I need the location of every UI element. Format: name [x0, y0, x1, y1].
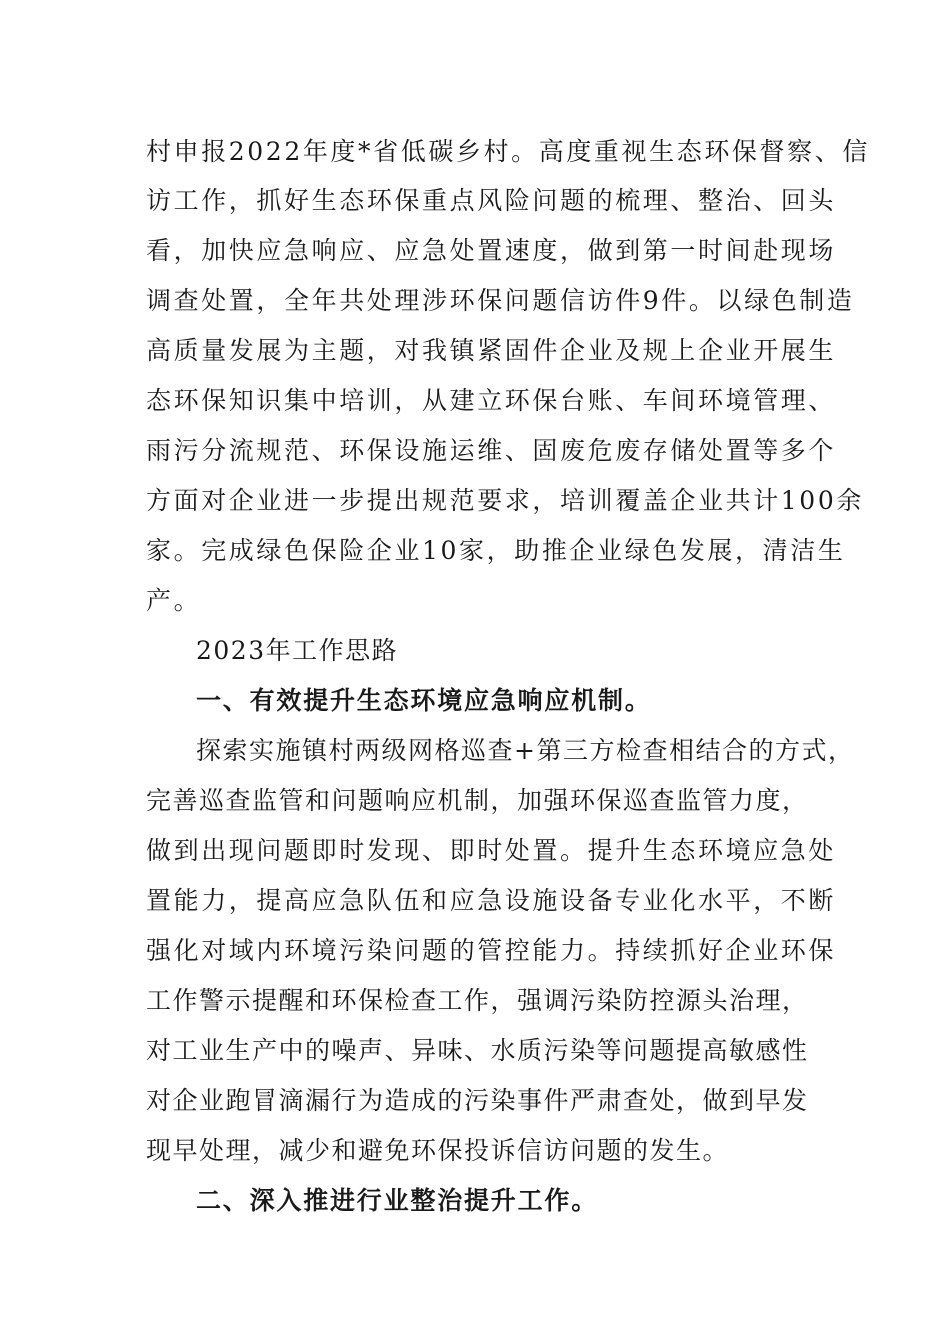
paragraph-line: 访工作，抓好生态环保重点风险问题的梳理、整治、回头 — [146, 186, 837, 215]
paragraph-line: 高质量发展为主题，对我镇紧固件企业及规上企业开展生 — [146, 336, 837, 365]
section-title: 2023年工作思路 — [196, 636, 399, 665]
paragraph-line: 做到出现问题即时发现、即时处置。提升生态环境应急处 — [146, 836, 837, 865]
paragraph-line: 看，加快应急响应、应急处置速度，做到第一时间赴现场 — [146, 236, 837, 265]
paragraph-line: 置能力，提高应急队伍和应急设施设备专业化水平，不断 — [146, 886, 837, 915]
paragraph-line: 对工业生产中的噪声、异味、水质污染等问题提高敏感性 — [146, 1036, 809, 1065]
paragraph-line: 调查处置，全年共处理涉环保问题信访件9件。以绿色制造 — [146, 286, 855, 315]
paragraph-line: 完善巡查监管和问题响应机制，加强环保巡查监管力度， — [146, 786, 809, 815]
paragraph-line: 探索实施镇村两级网格巡查+第三方检查相结合的方式， — [196, 736, 855, 765]
paragraph-line: 雨污分流规范、环保设施运维、固废危废存储处置等多个 — [146, 436, 837, 465]
paragraph-line: 强化对域内环境污染问题的管控能力。持续抓好企业环保 — [146, 936, 837, 965]
paragraph-line: 家。完成绿色保险企业10家，助推企业绿色发展，清洁生 — [146, 536, 846, 565]
paragraph-line: 对企业跑冒滴漏行为造成的污染事件严肃查处，做到早发 — [146, 1086, 809, 1115]
paragraph-line: 现早处理，减少和避免环保投诉信访问题的发生。 — [146, 1136, 730, 1165]
section-heading: 二、深入推进行业整治提升工作。 — [196, 1186, 599, 1215]
paragraph-line: 产。 — [146, 586, 202, 615]
section-heading: 一、有效提升生态环境应急响应机制。 — [196, 686, 652, 715]
paragraph-line: 方面对企业进一步提出规范要求，培训覆盖企业共计100余 — [146, 486, 864, 515]
paragraph-line: 态环保知识集中培训，从建立环保台账、车间环境管理、 — [146, 386, 837, 415]
paragraph-line: 工作警示提醒和环保检查工作，强调污染防控源头治理， — [146, 986, 809, 1015]
paragraph-line: 村申报2022年度*省低碳乡村。高度重视生态环保督察、信 — [146, 137, 870, 166]
